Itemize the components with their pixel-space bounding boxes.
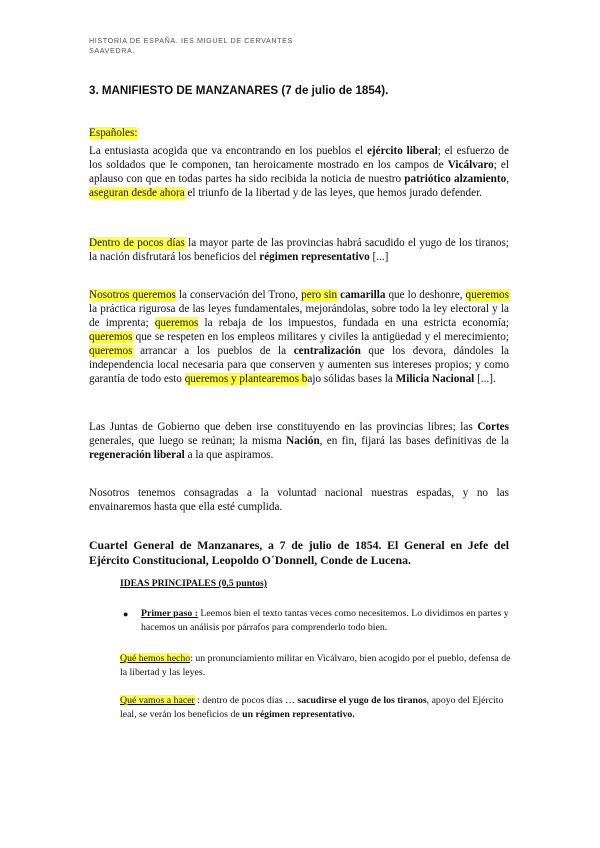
que-vamos-label: Qué vamos a hacer — [120, 695, 195, 706]
document-title: 3. MANIFIESTO DE MANZANARES (7 de julio de 1854). — [89, 84, 389, 97]
p3-highlight: queremos y plantearemos b — [184, 373, 308, 385]
que-hemos-label: Qué hemos hecho — [120, 653, 191, 664]
p1-text: , — [506, 173, 509, 185]
p2-text: la mayor parte de las provincias habrá sacudido el yugo de los tiranos; la nación disfrutará los beneficios del — [89, 237, 509, 263]
bullet-item — [123, 607, 511, 635]
que-vamos-a-hacer — [120, 694, 512, 722]
p4-bold: Cortes — [477, 421, 509, 433]
page-header — [89, 36, 349, 55]
p3-bold: centralización — [293, 345, 361, 357]
que-vamos-bold: un régimen representativo. — [242, 709, 355, 720]
paragraph-3 — [89, 288, 509, 386]
p3-highlight: pero sin — [301, 289, 338, 301]
p3-highlight: queremos — [465, 289, 509, 301]
bullet-dot-icon: ● — [123, 609, 129, 619]
p4-text: Las Juntas de Gobierno que deben irse constituyendo en las provincias libres; las — [89, 421, 478, 433]
p3-highlight: queremos — [89, 331, 133, 343]
que-hemos-text: : un pronunciamiento militar en Vicálvaro, bien acogido por el pueblo, defensa de la libertad y las leyes. — [120, 653, 511, 678]
p2-text: [...] — [369, 251, 389, 263]
p3-text: ajo sólidas bases la — [307, 373, 396, 385]
paragraph-5: Nosotros tenemos consagradas a la voluntad nacional nuestras espadas, y no las envainaremos hasta que ella esté cumplida. — [89, 487, 509, 513]
greeting-text: Españoles: — [89, 127, 138, 139]
p1-text: La entusiasta acogida que va encontrando en los pueblos el — [89, 145, 367, 157]
que-hemos-hecho — [120, 652, 512, 680]
p1-bold: patriótico alzamiento — [404, 173, 507, 185]
que-vamos-text: : dentro de pocos días … — [194, 695, 298, 706]
p4-text: generales, que luego se reúnan; la misma — [89, 435, 287, 447]
section-title: IDEAS PRINCIPALES (0,5 puntos) — [120, 578, 267, 589]
que-vamos-bold: sacudirse el yugo de los tiranos — [297, 695, 427, 706]
greeting — [89, 126, 509, 140]
p3-text: la conservación del Trono, — [175, 289, 302, 301]
p4-text: a la que aspiramos. — [184, 449, 274, 461]
header-line-1: HISTORIA DE ESPAÑA. IES MIGUEL DE CERVANTES — [89, 36, 293, 45]
p3-text: [...]. — [474, 373, 496, 385]
bullet-label: Primer paso : — [141, 608, 198, 619]
p3-bold: Milicia Nacional — [395, 373, 475, 385]
p3-text: arrancar a los pueblos de la — [132, 345, 294, 357]
p3-highlight: Nosotros queremos — [89, 289, 176, 301]
paragraph-1 — [89, 144, 509, 200]
p2-bold: régimen representativo — [259, 251, 370, 263]
p3-text: que los devora, dándoles la independencia local necesaria para que conserven y aumenten sus intereses propios; y como garantía de todo esto — [89, 345, 509, 385]
p1-bold: Vicálvaro — [447, 159, 494, 171]
bullet-text: Leemos bien el texto tantas veces como necesitemos. Lo dividimos en partes y hacemos un análisis por párrafos para comprenderlo todo bien. — [141, 608, 509, 633]
p3-text: que se respeten en los empleos militares y civiles la antigüedad y el merecimiento; — [132, 331, 509, 343]
header-line-2: SAAVEDRA. — [89, 45, 136, 55]
p4-text: , en fin, fijará las bases definitivas de la — [319, 435, 509, 447]
p3-highlight: queremos — [154, 317, 199, 329]
que-vamos-text: , apoyo del Ejército leal, se verán los beneficios de — [120, 695, 504, 720]
p4-bold: Nación — [286, 435, 320, 447]
p3-bold: camarilla — [340, 289, 386, 301]
signature-block: Cuartel General de Manzanares, a 7 de julio de 1854. El General en Jefe del Ejército Constitucional, Leopoldo O´Donnell, Conde de Lucena. — [89, 538, 509, 567]
p1-highlight: aseguran desde ahora — [89, 187, 185, 199]
p3-highlight: queremos — [89, 345, 133, 357]
p3-text: que lo deshonre, — [385, 289, 466, 301]
p3-text: la rebaja de los impuestos, fundada en una estricta economía; — [198, 317, 509, 329]
p4-bold: regeneración liberal — [89, 449, 185, 461]
paragraph-2 — [89, 236, 509, 264]
p2-highlight: Dentro de pocos días — [89, 237, 185, 249]
p1-text: ; el esfuerzo de los soldados que le componen, tan heroicamente mostrado en los campos de — [89, 145, 509, 171]
paragraph-4 — [89, 420, 509, 462]
p1-text: el triunfo de la libertad y de las leyes, que hemos jurado defender. — [184, 187, 482, 199]
p1-bold: ejército liberal — [366, 145, 438, 157]
p3-text: la práctica rigurosa de las leyes fundamentales, mejorándolas, sobre todo la ley electoral y la de imprenta; — [89, 303, 509, 329]
p1-text: ; el aplauso con que en todas partes ha sido recibida la noticia de nuestro — [89, 159, 509, 185]
